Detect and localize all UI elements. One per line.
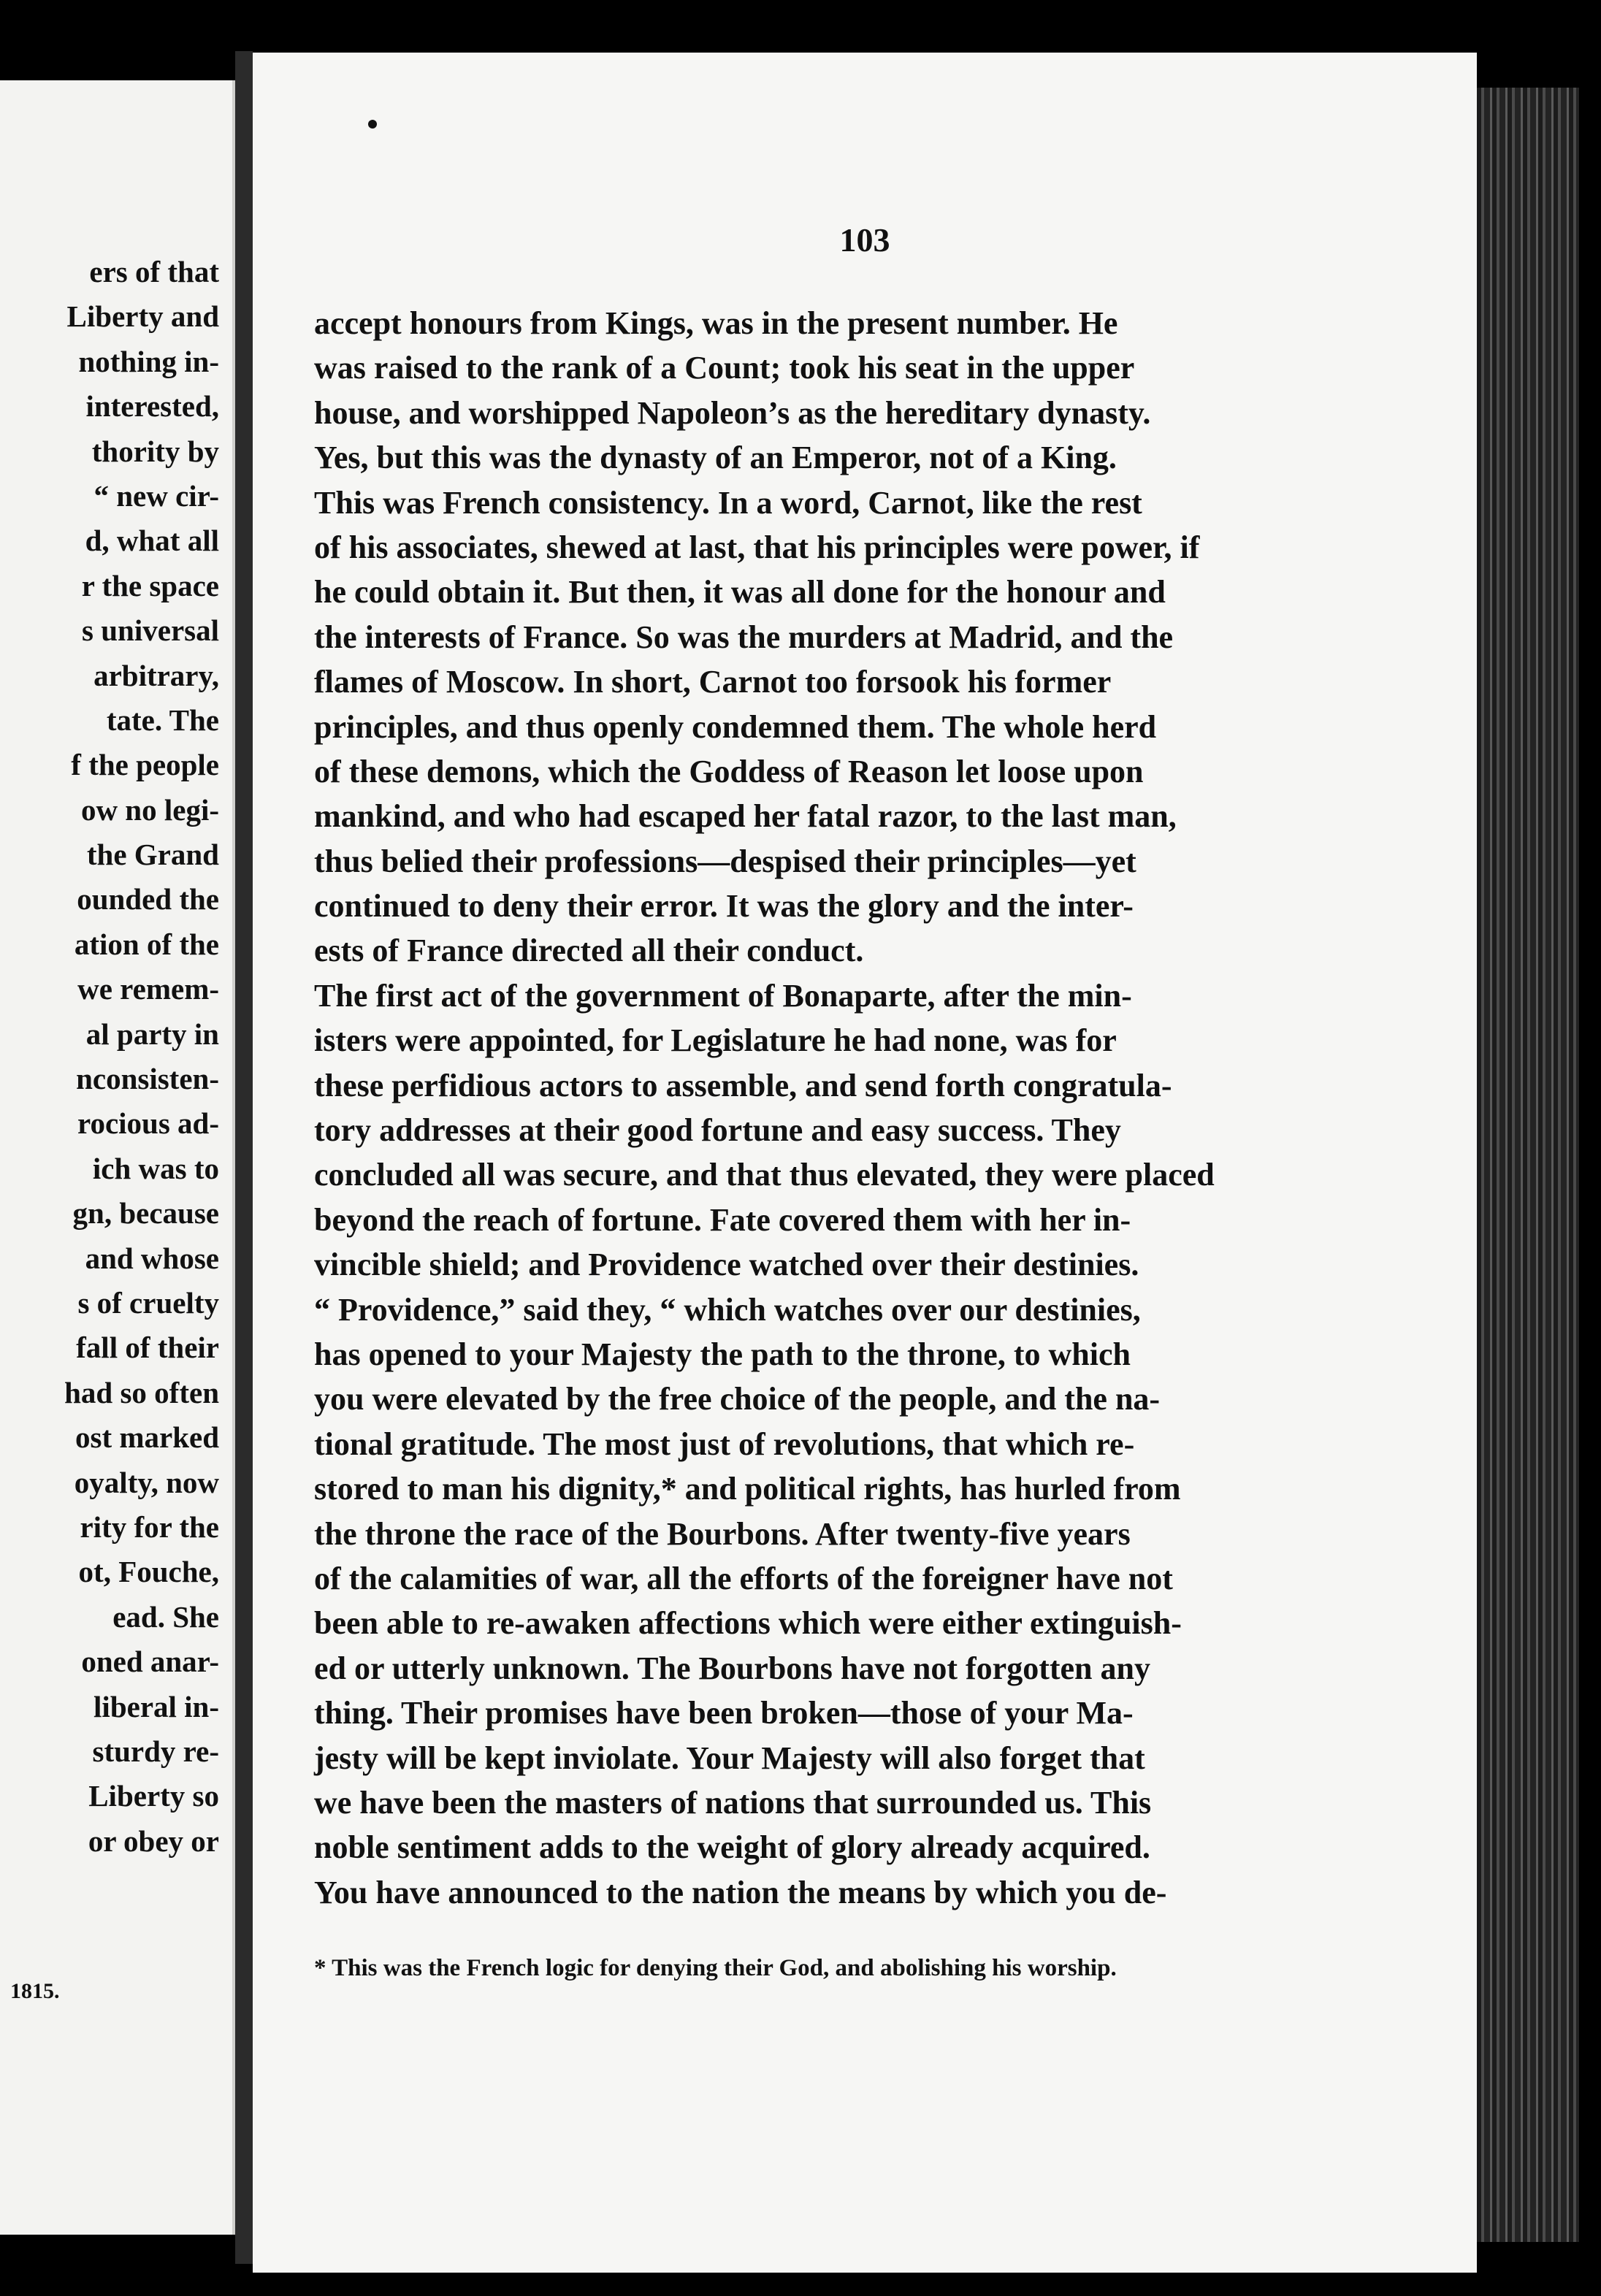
left-page-line: d, what all [85,524,219,558]
text-line: noble sentiment adds to the weight of glory already acquired. [314,1829,1150,1866]
body-text [314,301,1490,1915]
text-line: the throne the race of the Bourbons. After twenty-five years [314,1515,1131,1552]
text-line: mankind, and who had escaped her fatal razor, to the last man, [314,798,1177,835]
left-page-line: ow no legi- [80,792,219,827]
text-line: you were elevated by the free choice of the people, and the na- [314,1381,1161,1417]
left-page-line: ot, Fouche, [78,1555,219,1589]
text-line: principles, and thus openly condemned them. The whole herd [314,708,1157,745]
left-page-line: nconsisten- [76,1062,219,1096]
left-page-line: s of cruelty [77,1285,219,1320]
left-page-line: Liberty so [88,1779,219,1813]
text-line: tory addresses at their good fortune and easy success. They [314,1112,1121,1149]
left-page-line: had so often [64,1375,219,1409]
text-line: beyond the reach of fortune. Fate covered them with her in- [314,1201,1131,1238]
left-page-line: liberal in- [93,1689,219,1723]
left-page-line: oyalty, now [74,1465,219,1499]
left-page-line: gn, because [72,1196,219,1231]
footnote: * This was the French logic for denying their God, and abolishing his worship. [314,1955,1117,1981]
left-page-line: s universal [82,613,219,648]
left-page-line: or obey or [88,1824,219,1858]
left-page-line: Liberty and [66,299,219,334]
text-line: of his associates, shewed at last, that his principles were power, if [314,529,1200,565]
book-gutter [235,51,253,2264]
text-line: vincible shield; and Providence watched over their destinies. [314,1247,1139,1283]
text-line: You have announced to the nation the means by which you de- [314,1874,1167,1910]
text-line: been able to re-awaken affections which were either extinguish- [314,1605,1182,1642]
text-line: of these demons, which the Goddess of Reason let loose upon [314,753,1144,789]
left-page-line: ost marked [74,1420,219,1455]
text-line: This was French consistency. In a word, Carnot, like the rest [314,484,1142,521]
text-line: The first act of the government of Bonaparte, after the min- [314,977,1132,1014]
text-line: house, and worshipped Napoleon’s as the hereditary dynasty. [314,394,1151,431]
left-page-line: tate. The [106,703,219,737]
text-line: thus belied their professions—despised their principles—yet [314,843,1136,879]
left-page-line: fall of their [76,1331,219,1365]
text-line: ests of France directed all their conduct. [314,933,864,969]
left-page-line: and whose [85,1241,219,1275]
main-page [253,53,1477,2273]
text-line: “ Providence,” said they, “ which watches over our destinies, [314,1291,1141,1328]
left-page-line: al party in [85,1017,219,1051]
left-page-line: interested, [85,389,219,424]
left-page-text [0,250,219,1864]
left-page-line: ers of that [89,255,219,288]
left-page-line: ich was to [92,1151,219,1185]
left-page-fragment [0,80,235,2235]
left-page-line: ounded the [77,882,219,917]
text-line: thing. Their promises have been broken—those of your Ma- [314,1695,1134,1731]
text-line: continued to deny their error. It was the glory and the inter- [314,888,1134,925]
left-page-line: oned anar- [81,1645,219,1679]
ink-dot [368,120,377,129]
left-page-line: ead. She [112,1599,219,1634]
left-page-line: sturdy re- [92,1734,219,1768]
text-line: flames of Moscow. In short, Carnot too forsook his former [314,664,1112,700]
text-line: the interests of France. So was the murders at Madrid, and the [314,619,1174,655]
text-line: has opened to your Majesty the path to the throne, to which [314,1336,1131,1372]
text-line: isters were appointed, for Legislature he had none, was for [314,1022,1117,1059]
left-page-footer: 1815. [10,1979,60,2003]
text-line: of the calamities of war, all the efforts of the foreigner have not [314,1560,1173,1596]
text-line: Yes, but this was the dynasty of an Emperor, not of a King. [314,440,1117,476]
text-line: accept honours from Kings, was in the present number. He [314,305,1118,341]
left-page-line: rocious ad- [77,1106,219,1141]
left-page-line: nothing in- [78,344,219,378]
left-page-line: “ new cir- [93,478,219,513]
text-line: stored to man his dignity,* and political rights, has hurled from [314,1471,1181,1507]
left-page-line: f the people [71,748,219,782]
text-line: he could obtain it. But then, it was all done for the honour and [314,574,1166,611]
text-line: concluded all was secure, and that thus elevated, they were placed [314,1157,1215,1193]
left-page-line: thority by [91,434,219,468]
text-line: these perfidious actors to assemble, and send forth congratula- [314,1067,1172,1103]
text-line: ed or utterly unknown. The Bourbons have not forgotten any [314,1650,1150,1686]
left-page-line: r the space [81,568,219,602]
text-line: tional gratitude. The most just of revolutions, that which re- [314,1426,1135,1462]
text-line: jesty will be kept inviolate. Your Majesty will also forget that [314,1740,1145,1776]
page-number: 103 [839,221,890,259]
text-line: we have been the masters of nations that surrounded us. This [314,1784,1152,1821]
page-edges [1477,88,1579,2242]
left-page-line: the Grand [86,838,219,872]
left-page-line: rity for the [80,1509,219,1544]
left-page-line: we remem- [77,972,219,1006]
left-page-line: ation of the [74,927,219,961]
left-page-line: arbitrary, [93,658,219,692]
text-line: was raised to the rank of a Count; took his seat in the upper [314,350,1135,386]
